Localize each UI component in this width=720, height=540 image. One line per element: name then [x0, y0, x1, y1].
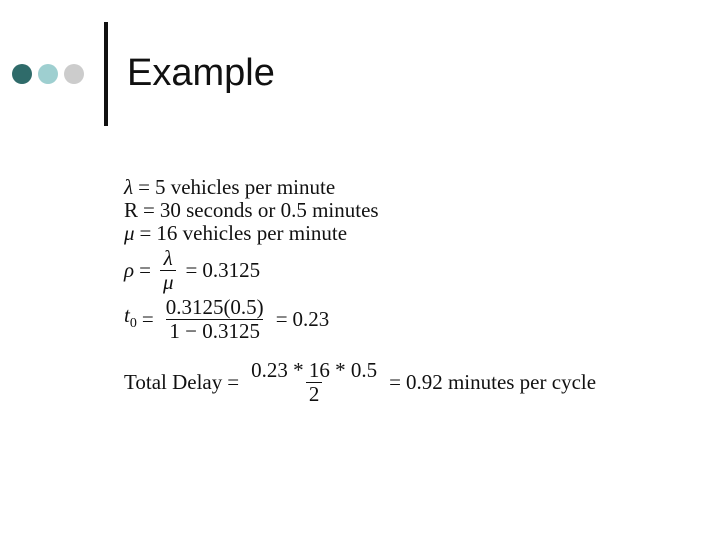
t0-line [124, 296, 596, 343]
slide-title: Example [127, 52, 275, 94]
mu-symbol: μ [124, 221, 135, 245]
equals-sign: = [141, 307, 154, 331]
bullet-dots [12, 64, 84, 84]
r-value: 30 seconds or 0.5 minutes [159, 198, 379, 222]
equals-sign: = [227, 370, 240, 394]
mu-value: 16 vehicles per minute [156, 221, 348, 245]
t0-denominator: 1 − 0.3125 [166, 319, 263, 343]
rho-denominator: μ [160, 270, 177, 294]
equals-sign: = [185, 258, 198, 282]
t0-fraction [163, 296, 267, 343]
rho-numerator: λ [163, 246, 173, 270]
equals-sign: = [143, 198, 155, 222]
delay-label: Total Delay [124, 370, 223, 394]
dot-dark [12, 64, 32, 84]
rho-line [124, 247, 596, 294]
lambda-line [124, 176, 596, 199]
t0-result: 0.23 [292, 307, 330, 331]
equals-sign: = [389, 370, 401, 394]
rho-fraction [160, 247, 177, 294]
rho-result: 0.3125 [202, 258, 261, 282]
lambda-symbol: λ [124, 175, 134, 199]
delay-fraction [248, 359, 380, 406]
delay-result: 0.92 minutes per cycle [405, 370, 597, 394]
title-divider [104, 22, 108, 126]
t-subscript: 0 [129, 316, 137, 331]
equals-sign: = [275, 307, 288, 331]
r-line [124, 199, 596, 222]
rho-symbol: ρ [124, 258, 135, 282]
equals-sign: = [139, 258, 151, 282]
r-symbol: R [124, 198, 139, 222]
math-content [124, 176, 596, 406]
t0-numerator: 0.3125(0.5) [165, 295, 264, 319]
lambda-value: 5 vehicles per minute [154, 175, 336, 199]
delay-line [124, 359, 596, 406]
dot-gray [64, 64, 84, 84]
equals-sign: = [138, 175, 150, 199]
mu-line [124, 222, 596, 245]
t-letter: t [124, 303, 130, 327]
t-symbol [124, 304, 137, 335]
equals-sign: = [139, 221, 152, 245]
delay-numerator: 0.23 * 16 * 0.5 [251, 358, 378, 382]
dot-light [38, 64, 58, 84]
delay-denominator: 2 [306, 382, 323, 406]
